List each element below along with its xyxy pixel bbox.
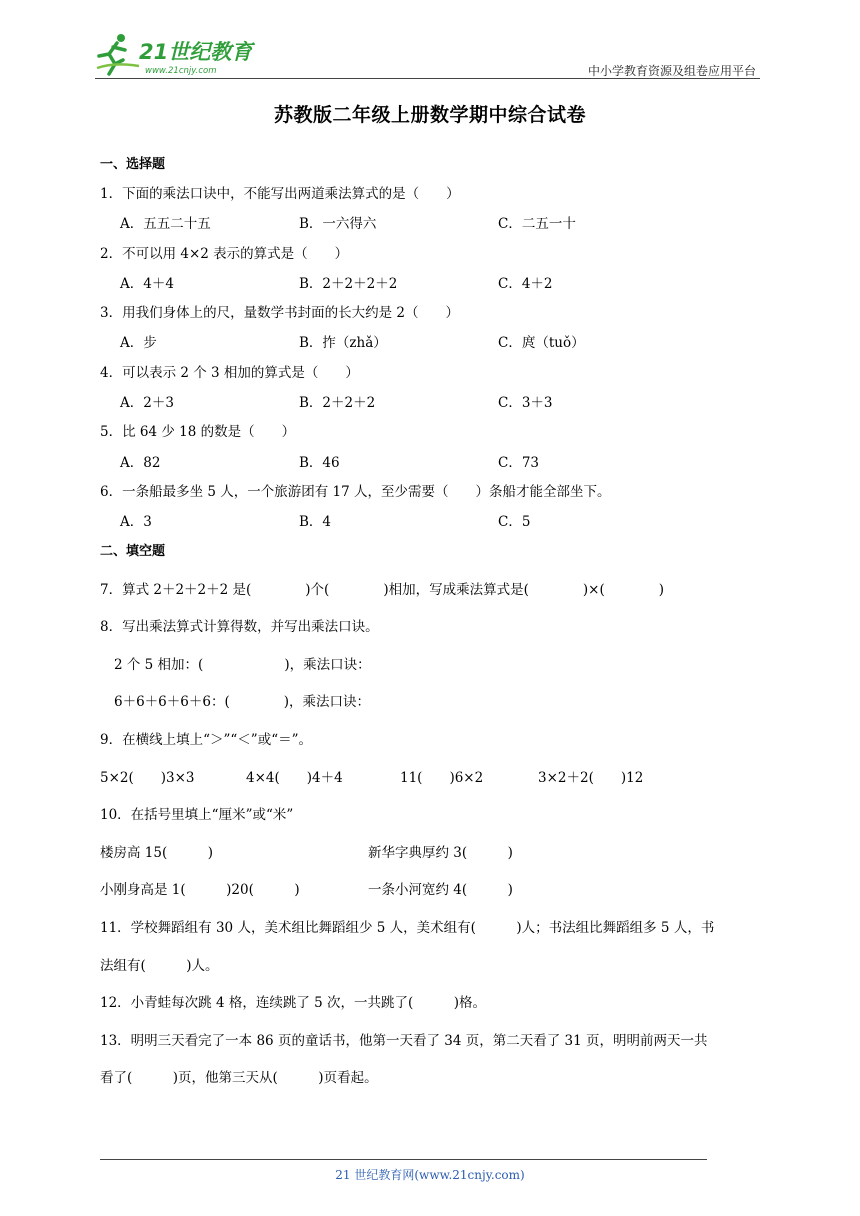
question-4-option-c: C．3＋3 bbox=[498, 395, 553, 411]
question-2-option-c: C．4＋2 bbox=[498, 276, 553, 292]
question-5-option-c: C．73 bbox=[498, 455, 540, 471]
question-1-option-a: A．五五二十五 bbox=[120, 216, 211, 232]
question-10-item-a: 楼房高 15( ) bbox=[100, 845, 214, 861]
question-6-option-a: A．3 bbox=[120, 514, 152, 530]
question-9-item: 4×4( )4＋4 bbox=[246, 770, 343, 786]
page-header bbox=[95, 32, 760, 78]
logo bbox=[95, 32, 265, 76]
question-6-option-b: B．4 bbox=[299, 514, 332, 530]
question-10-item-d: 一条小河宽约 4( ) bbox=[368, 882, 513, 898]
question-1-option-b: B．一六得六 bbox=[299, 216, 377, 232]
question-3-option-a: A．步 bbox=[120, 335, 157, 351]
question-5-stem: 5．比 64 少 18 的数是（ ） bbox=[100, 424, 296, 440]
platform-name: 中小学教育资源及组卷应用平台 bbox=[587, 64, 756, 78]
section-choice-heading: 一、选择题 bbox=[100, 157, 166, 172]
question-8-line-2: 6＋6＋6＋6＋6：( )，乘法口诀： bbox=[114, 694, 370, 710]
question-1-stem: 1．下面的乘法口诀中，不能写出两道乘法算式的是（ ） bbox=[100, 186, 460, 202]
question-9-item: 5×2( )3×3 bbox=[100, 770, 195, 786]
question-4-option-a: A．2＋3 bbox=[120, 395, 174, 411]
question-9-item: 3×2＋2( )12 bbox=[538, 770, 644, 786]
question-2-stem: 2．不可以用 4×2 表示的算式是（ ） bbox=[100, 246, 349, 262]
question-5-option-a: A．82 bbox=[120, 455, 161, 471]
question-9-item: 11( )6×2 bbox=[400, 770, 484, 786]
question-3-option-b: B．拃（zhǎ） bbox=[299, 335, 387, 351]
svg-text:www.21cnjy.com: www.21cnjy.com bbox=[145, 66, 217, 76]
page-title: 苏教版二年级上册数学期中综合试卷 bbox=[273, 104, 586, 126]
question-8-line-1: 2 个 5 相加：( )，乘法口诀： bbox=[114, 657, 371, 673]
question-9-stem: 9．在横线上填上“＞”“＜”或“＝”。 bbox=[100, 732, 312, 748]
footer-divider bbox=[100, 1159, 707, 1160]
question-13-line-2: 看了( )页，他第三天从( )页看起。 bbox=[100, 1070, 378, 1086]
question-8-stem: 8．写出乘法算式计算得数，并写出乘法口诀。 bbox=[100, 619, 379, 635]
question-3-stem: 3．用我们身体上的尺，量数学书封面的长大约是 2（ ） bbox=[100, 305, 459, 321]
question-12: 12．小青蛙每次跳 4 格，连续跳了 5 次，一共跳了( )格。 bbox=[100, 995, 487, 1011]
question-1-option-c: C．二五一十 bbox=[498, 216, 576, 232]
footer-link[interactable]: 21 世纪教育网(www.21cnjy.com) bbox=[335, 1168, 525, 1182]
question-2-option-b: B．2＋2＋2＋2 bbox=[299, 276, 398, 292]
header-divider bbox=[95, 78, 760, 79]
question-2-option-a: A．4＋4 bbox=[120, 276, 174, 292]
question-7: 7．算式 2＋2＋2＋2 是( )个( )相加，写成乘法算式是( )×( ) bbox=[100, 582, 664, 598]
question-11-line-1: 11．学校舞蹈组有 30 人，美术组比舞蹈组少 5 人，美术组有( )人；书法组比舞蹈组多 5 人，书 bbox=[100, 920, 715, 936]
question-10-stem: 10．在括号里填上“厘米”或“米” bbox=[100, 807, 294, 823]
question-10-item-c: 小刚身高是 1( )20( ) bbox=[100, 882, 300, 898]
question-4-option-b: B．2＋2＋2 bbox=[299, 395, 376, 411]
question-10-item-b: 新华字典厚约 3( ) bbox=[368, 845, 513, 861]
question-13-line-1: 13．明明三天看完了一本 86 页的童话书，他第一天看了 34 页，第二天看了 31 页，明明前两天一共 bbox=[100, 1033, 708, 1049]
question-11-line-2: 法组有( )人。 bbox=[100, 958, 219, 974]
svg-text:21世纪教育: 21世纪教育 bbox=[139, 40, 253, 64]
section-fill-heading: 二、填空题 bbox=[100, 544, 166, 559]
question-6-option-c: C．5 bbox=[498, 514, 531, 530]
question-3-option-c: C．庹（tuǒ） bbox=[498, 335, 585, 351]
question-5-option-b: B．46 bbox=[299, 455, 340, 471]
question-6-stem: 6．一条船最多坐 5 人，一个旅游团有 17 人，至少需要（ ）条船才能全部坐下。 bbox=[100, 484, 611, 500]
running-figure-icon bbox=[97, 34, 139, 74]
question-4-stem: 4．可以表示 2 个 3 相加的算式是（ ） bbox=[100, 365, 359, 381]
